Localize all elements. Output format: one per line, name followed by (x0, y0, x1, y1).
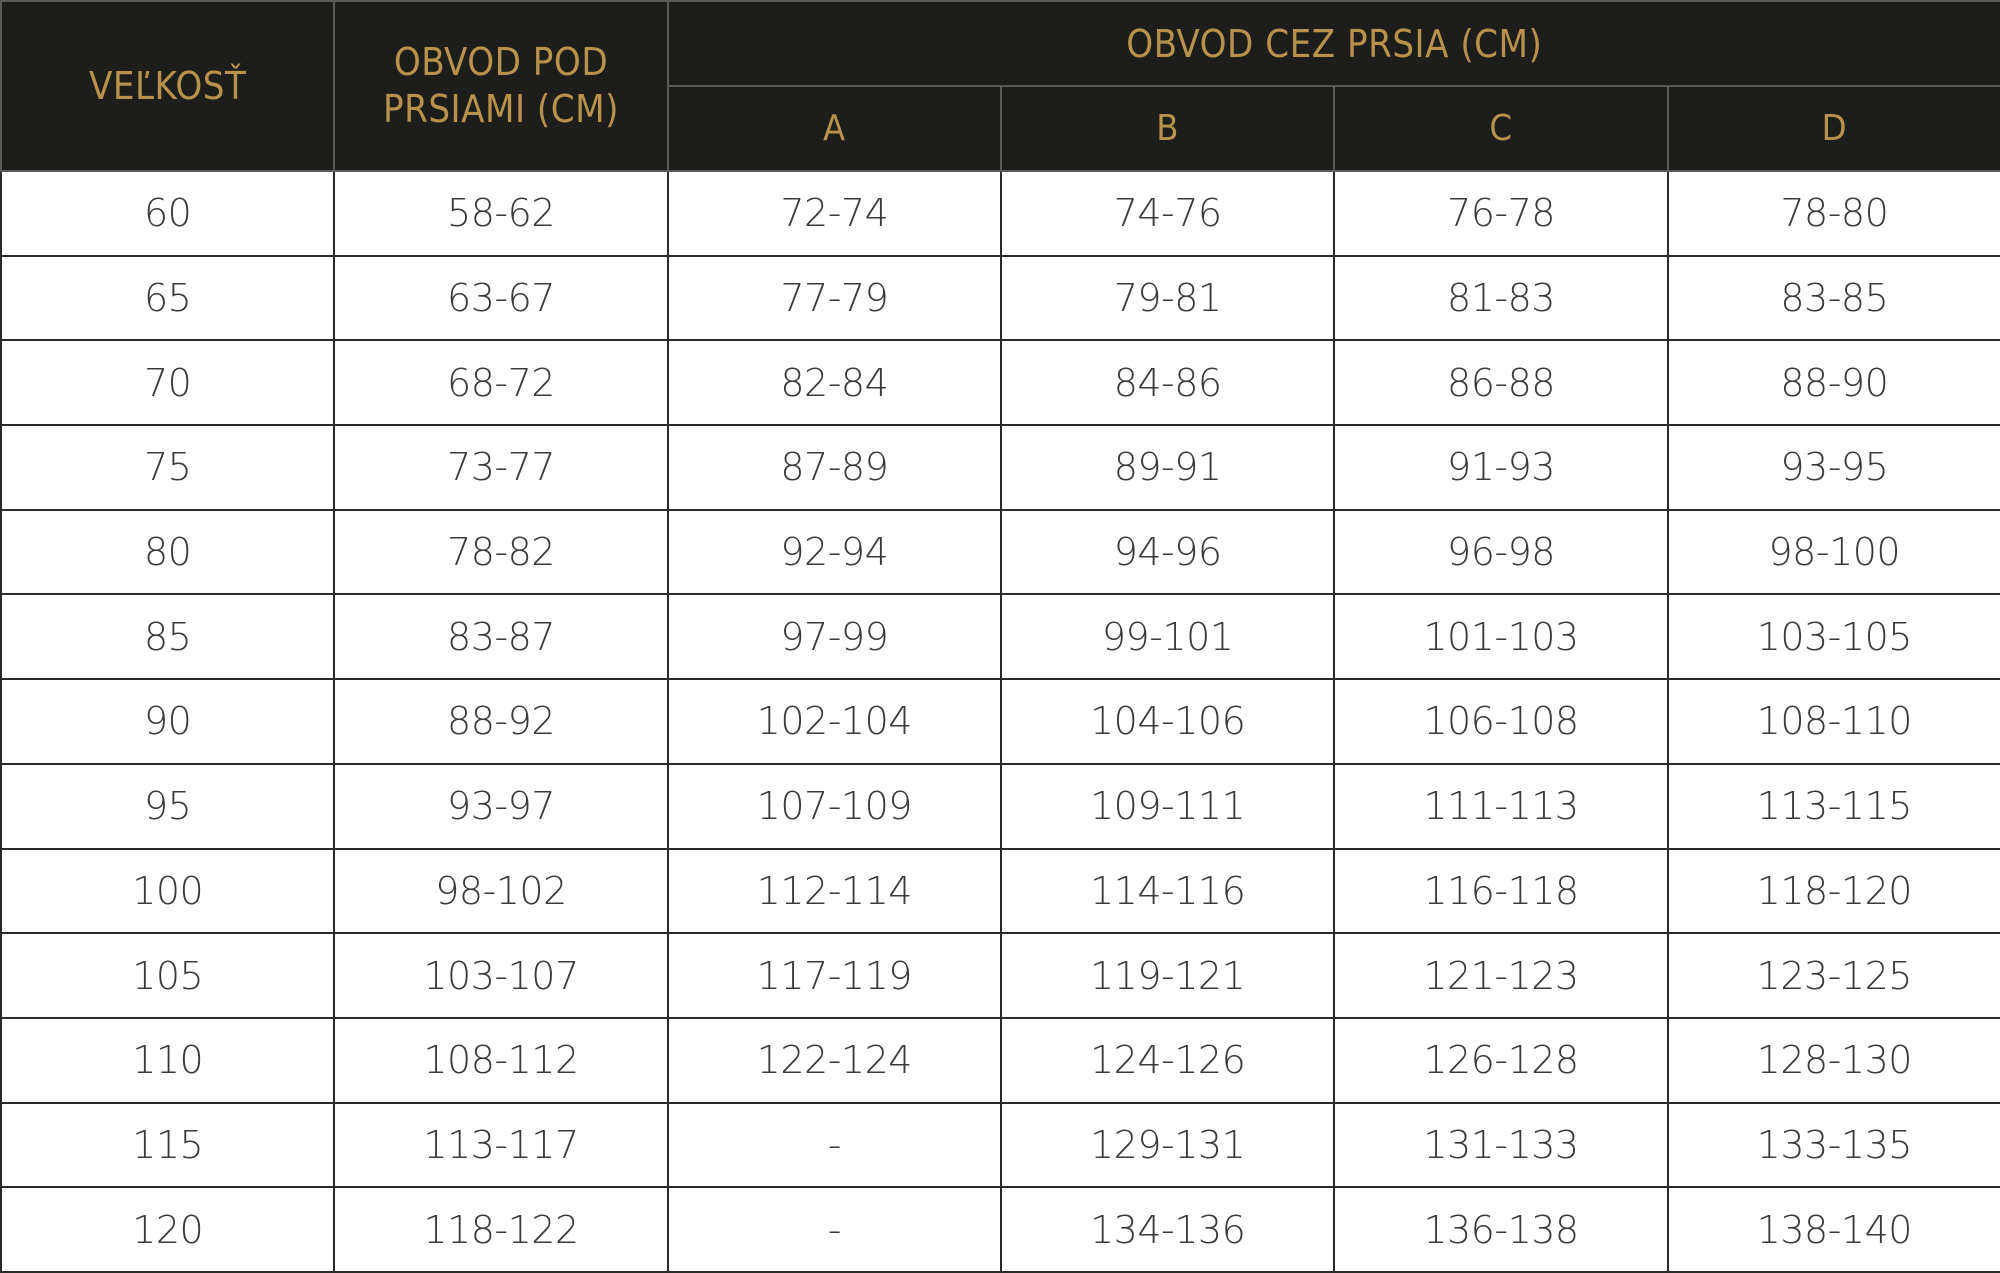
cell-cup-a: 97-99 (668, 594, 1001, 679)
cell-cup-b: 94-96 (1001, 510, 1334, 595)
cell-underbust: 113-117 (334, 1103, 667, 1188)
cell-underbust: 88-92 (334, 679, 667, 764)
cell-cup-a: 92-94 (668, 510, 1001, 595)
cell-cup-d: 118-120 (1668, 849, 2000, 934)
table-row (1, 340, 2000, 425)
cell-cup-c: 126-128 (1334, 1018, 1667, 1103)
table-row (1, 594, 2000, 679)
cell-cup-d: 128-130 (1668, 1018, 2000, 1103)
cell-cup-a: 87-89 (668, 425, 1001, 510)
cell-cup-a: 72-74 (668, 171, 1001, 256)
cell-cup-d: 98-100 (1668, 510, 2000, 595)
cell-cup-a: 77-79 (668, 256, 1001, 341)
cell-underbust: 68-72 (334, 340, 667, 425)
cell-size: 115 (1, 1103, 334, 1188)
cell-cup-c: 106-108 (1334, 679, 1667, 764)
cell-size: 80 (1, 510, 334, 595)
cell-cup-b: 84-86 (1001, 340, 1334, 425)
cell-underbust: 93-97 (334, 764, 667, 849)
cell-cup-c: 116-118 (1334, 849, 1667, 934)
table-header (1, 1, 2000, 171)
table-row (1, 171, 2000, 256)
cell-cup-a: 117-119 (668, 933, 1001, 1018)
cell-size: 75 (1, 425, 334, 510)
table-row (1, 256, 2000, 341)
cell-cup-a: - (668, 1187, 1001, 1272)
cell-cup-c: 76-78 (1334, 171, 1667, 256)
table-row (1, 1018, 2000, 1103)
cell-cup-c: 96-98 (1334, 510, 1667, 595)
cell-cup-b: 114-116 (1001, 849, 1334, 934)
cell-cup-b: 109-111 (1001, 764, 1334, 849)
cell-cup-d: 78-80 (1668, 171, 2000, 256)
cell-cup-b: 134-136 (1001, 1187, 1334, 1272)
header-size (1, 1, 334, 171)
table-row (1, 1187, 2000, 1272)
header-bust-group: OBVOD CEZ PRSIA (CM) (668, 1, 2000, 86)
table-row (1, 764, 2000, 849)
table-row (1, 679, 2000, 764)
header-underbust-line1: OBVOD POD (393, 40, 609, 84)
cell-cup-c: 136-138 (1334, 1187, 1667, 1272)
cell-size: 110 (1, 1018, 334, 1103)
cell-cup-d: 93-95 (1668, 425, 2000, 510)
cell-underbust: 103-107 (334, 933, 667, 1018)
cell-cup-b: 119-121 (1001, 933, 1334, 1018)
cell-size: 95 (1, 764, 334, 849)
header-underbust-line2: PRSIAMI (CM) (382, 87, 619, 131)
cell-cup-b: 104-106 (1001, 679, 1334, 764)
cell-underbust: 63-67 (334, 256, 667, 341)
cell-cup-c: 111-113 (1334, 764, 1667, 849)
cell-size: 100 (1, 849, 334, 934)
cell-cup-d: 133-135 (1668, 1103, 2000, 1188)
cell-cup-b: 129-131 (1001, 1103, 1334, 1188)
cell-cup-a: 102-104 (668, 679, 1001, 764)
cell-cup-b: 89-91 (1001, 425, 1334, 510)
cell-underbust: 118-122 (334, 1187, 667, 1272)
cell-underbust: 108-112 (334, 1018, 667, 1103)
cell-size: 90 (1, 679, 334, 764)
cell-cup-c: 101-103 (1334, 594, 1667, 679)
table-row (1, 425, 2000, 510)
header-size-label: VEĽKOSŤ (88, 63, 247, 108)
cell-size: 70 (1, 340, 334, 425)
header-cup-c: C (1334, 86, 1667, 171)
table-row (1, 933, 2000, 1018)
cell-cup-d: 123-125 (1668, 933, 2000, 1018)
cell-underbust: 78-82 (334, 510, 667, 595)
cell-size: 60 (1, 171, 334, 256)
cell-cup-b: 124-126 (1001, 1018, 1334, 1103)
cell-size: 65 (1, 256, 334, 341)
cell-cup-a: 82-84 (668, 340, 1001, 425)
cell-cup-c: 91-93 (1334, 425, 1667, 510)
table-body (1, 171, 2000, 1272)
cell-size: 120 (1, 1187, 334, 1272)
cell-cup-d: 108-110 (1668, 679, 2000, 764)
header-cup-a: A (668, 86, 1001, 171)
cell-cup-b: 99-101 (1001, 594, 1334, 679)
cell-cup-b: 74-76 (1001, 171, 1334, 256)
table-row (1, 1103, 2000, 1188)
cell-size: 85 (1, 594, 334, 679)
cell-cup-a: - (668, 1103, 1001, 1188)
cell-cup-d: 113-115 (1668, 764, 2000, 849)
cell-underbust: 98-102 (334, 849, 667, 934)
cell-underbust: 83-87 (334, 594, 667, 679)
cell-cup-a: 112-114 (668, 849, 1001, 934)
header-cup-b: B (1001, 86, 1334, 171)
cell-cup-c: 81-83 (1334, 256, 1667, 341)
header-underbust (334, 1, 667, 171)
table-row (1, 849, 2000, 934)
cell-cup-a: 122-124 (668, 1018, 1001, 1103)
cell-cup-d: 138-140 (1668, 1187, 2000, 1272)
cell-cup-d: 83-85 (1668, 256, 2000, 341)
cell-size: 105 (1, 933, 334, 1018)
cell-cup-d: 103-105 (1668, 594, 2000, 679)
header-cup-d: D (1668, 86, 2000, 171)
cell-cup-a: 107-109 (668, 764, 1001, 849)
cell-cup-b: 79-81 (1001, 256, 1334, 341)
cell-cup-d: 88-90 (1668, 340, 2000, 425)
cell-underbust: 73-77 (334, 425, 667, 510)
cell-underbust: 58-62 (334, 171, 667, 256)
cell-cup-c: 86-88 (1334, 340, 1667, 425)
cell-cup-c: 131-133 (1334, 1103, 1667, 1188)
cell-cup-c: 121-123 (1334, 933, 1667, 1018)
table-row (1, 510, 2000, 595)
